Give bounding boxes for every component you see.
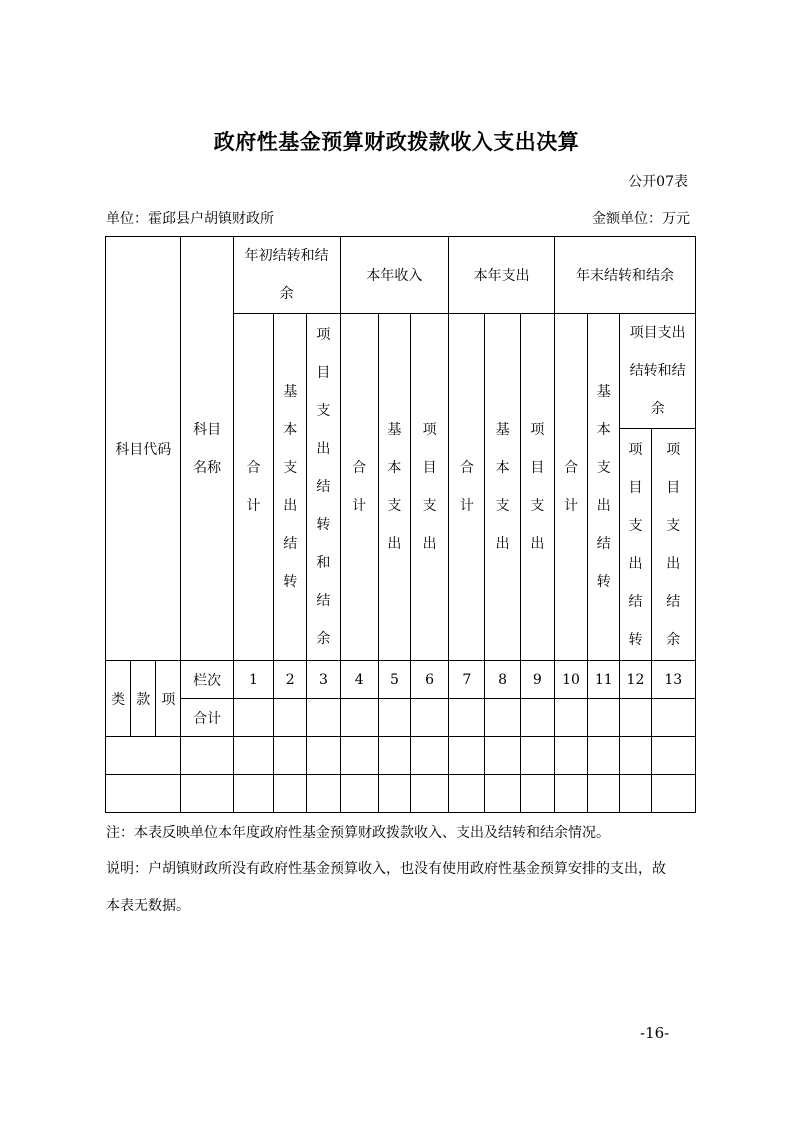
- expense-basic-header: [485, 314, 520, 661]
- subject-name-header: [181, 237, 233, 661]
- table-cell: [485, 775, 520, 813]
- end-basic-carryover-text: 基 本 支 出 结 转: [596, 384, 611, 590]
- end-basic-carryover-header: [588, 314, 620, 661]
- amount-unit: 金额单位：万元: [592, 211, 690, 227]
- table-cell: [307, 699, 340, 737]
- table-cell: [520, 737, 554, 775]
- table-cell: [651, 737, 695, 775]
- end-project-balance-header: [651, 429, 695, 661]
- table-cell: [588, 699, 620, 737]
- table-cell: [651, 699, 695, 737]
- begin-balance-text: 年初结转和结余: [244, 248, 329, 302]
- column-number: 11: [588, 661, 620, 699]
- begin-project-carryover-balance-header: [307, 314, 340, 661]
- end-balance-header: 年末结转和结余: [554, 237, 695, 314]
- table-cell: [449, 699, 485, 737]
- income-project-text: 项 目 支 出: [422, 422, 437, 552]
- column-number: 12: [620, 661, 651, 699]
- column-index-label: 栏次: [181, 661, 233, 699]
- table-row: [106, 737, 696, 775]
- column-number: 8: [485, 661, 520, 699]
- column-number: 13: [651, 661, 695, 699]
- table-cell: [411, 699, 449, 737]
- form-code: 公开07表: [628, 174, 688, 190]
- begin-basic-carryover-text: 基 本 支 出 结 转: [283, 384, 298, 590]
- end-total-header: [554, 314, 587, 661]
- table-cell: [588, 775, 620, 813]
- table-cell: [181, 737, 233, 775]
- begin-total-header: [233, 314, 273, 661]
- table-cell: [554, 775, 587, 813]
- table-cell: [233, 699, 273, 737]
- table-note: 注：本表反映单位本年度政府性基金预算财政拨款收入、支出及结转和结余情况。: [106, 825, 610, 841]
- table-cell: [620, 699, 651, 737]
- expense-total-header: [449, 314, 485, 661]
- column-number: 10: [554, 661, 587, 699]
- cat-lei-header: 类: [106, 661, 131, 737]
- table-cell: [233, 775, 273, 813]
- expense-project-text: 项 目 支 出: [530, 422, 545, 552]
- total-row: [106, 699, 696, 737]
- column-number: 6: [411, 661, 449, 699]
- table-cell: [520, 699, 554, 737]
- expense-basic-text: 基 本 支 出: [495, 422, 510, 552]
- current-expense-header: 本年支出: [449, 237, 555, 314]
- table-cell: [620, 775, 651, 813]
- table-cell: [588, 737, 620, 775]
- table-cell: [274, 737, 307, 775]
- column-number: 2: [274, 661, 307, 699]
- income-basic-text: 基 本 支 出: [387, 422, 402, 552]
- table-cell: [181, 775, 233, 813]
- table-cell: [340, 737, 378, 775]
- income-basic-header: [378, 314, 410, 661]
- column-number: 5: [378, 661, 410, 699]
- subject-name-text: 科目 名称: [193, 421, 222, 476]
- income-total-header: [340, 314, 378, 661]
- begin-total-text: 合 计: [246, 460, 261, 514]
- table-cell: [520, 775, 554, 813]
- table-cell: [554, 737, 587, 775]
- table-cell: [106, 737, 181, 775]
- total-row-label: 合计: [181, 699, 233, 737]
- expense-total-text: 合 计: [459, 460, 474, 514]
- cat-kuan-header: 款: [131, 661, 156, 737]
- column-number: 7: [449, 661, 485, 699]
- table-cell: [651, 775, 695, 813]
- page-title: 政府性基金预算财政拨款收入支出决算: [213, 129, 580, 154]
- column-number: 9: [520, 661, 554, 699]
- table-cell: [554, 699, 587, 737]
- table-cell: [340, 775, 378, 813]
- income-project-header: [411, 314, 449, 661]
- table-cell: [233, 737, 273, 775]
- table-cell: [378, 699, 410, 737]
- begin-basic-carryover-header: [274, 314, 307, 661]
- table-cell: [340, 699, 378, 737]
- table-cell: [485, 737, 520, 775]
- explanation-line-2: 本表无数据。: [106, 898, 190, 914]
- end-project-balance-text: 项 目 支 出 结 余: [666, 441, 681, 648]
- subject-code-header: 科目代码: [106, 237, 181, 661]
- explanation-line-1: 说明：户胡镇财政所没有政府性基金预算收入，也没有使用政府性基金预算安排的支出，故: [106, 861, 666, 877]
- page-number: -16-: [640, 1024, 670, 1042]
- table-cell: [378, 775, 410, 813]
- column-number: 1: [233, 661, 273, 699]
- table-cell: [274, 699, 307, 737]
- table-cell: [274, 775, 307, 813]
- end-total-text: 合 计: [564, 460, 579, 514]
- table-cell: [307, 775, 340, 813]
- current-income-header: 本年收入: [340, 237, 449, 314]
- end-project-carryover-header: [620, 429, 651, 661]
- begin-balance-header: [233, 237, 340, 314]
- table-cell: [106, 775, 181, 813]
- table-cell: [485, 699, 520, 737]
- budget-table: [105, 236, 696, 813]
- table-cell: [307, 737, 340, 775]
- income-total-text: 合 计: [352, 460, 367, 514]
- end-project-carryover-balance-text: 项目支出结转和结余: [629, 325, 686, 417]
- table-cell: [449, 775, 485, 813]
- table-cell: [411, 775, 449, 813]
- table-cell: [620, 737, 651, 775]
- column-number: 4: [340, 661, 378, 699]
- table-cell: [449, 737, 485, 775]
- begin-project-carryover-balance-text: 项 目 支 出 结 转 和 结 余: [316, 327, 331, 647]
- table-cell: [411, 737, 449, 775]
- table-row: [106, 775, 696, 813]
- unit-label: 单位：霍邱县户胡镇财政所: [106, 211, 274, 227]
- table-cell: [378, 737, 410, 775]
- column-number: 3: [307, 661, 340, 699]
- expense-project-header: [520, 314, 554, 661]
- end-project-carryover-balance-header: [620, 314, 696, 429]
- end-project-carryover-text: 项 目 支 出 结 转: [628, 441, 643, 648]
- cat-xiang-header: 项: [156, 661, 181, 737]
